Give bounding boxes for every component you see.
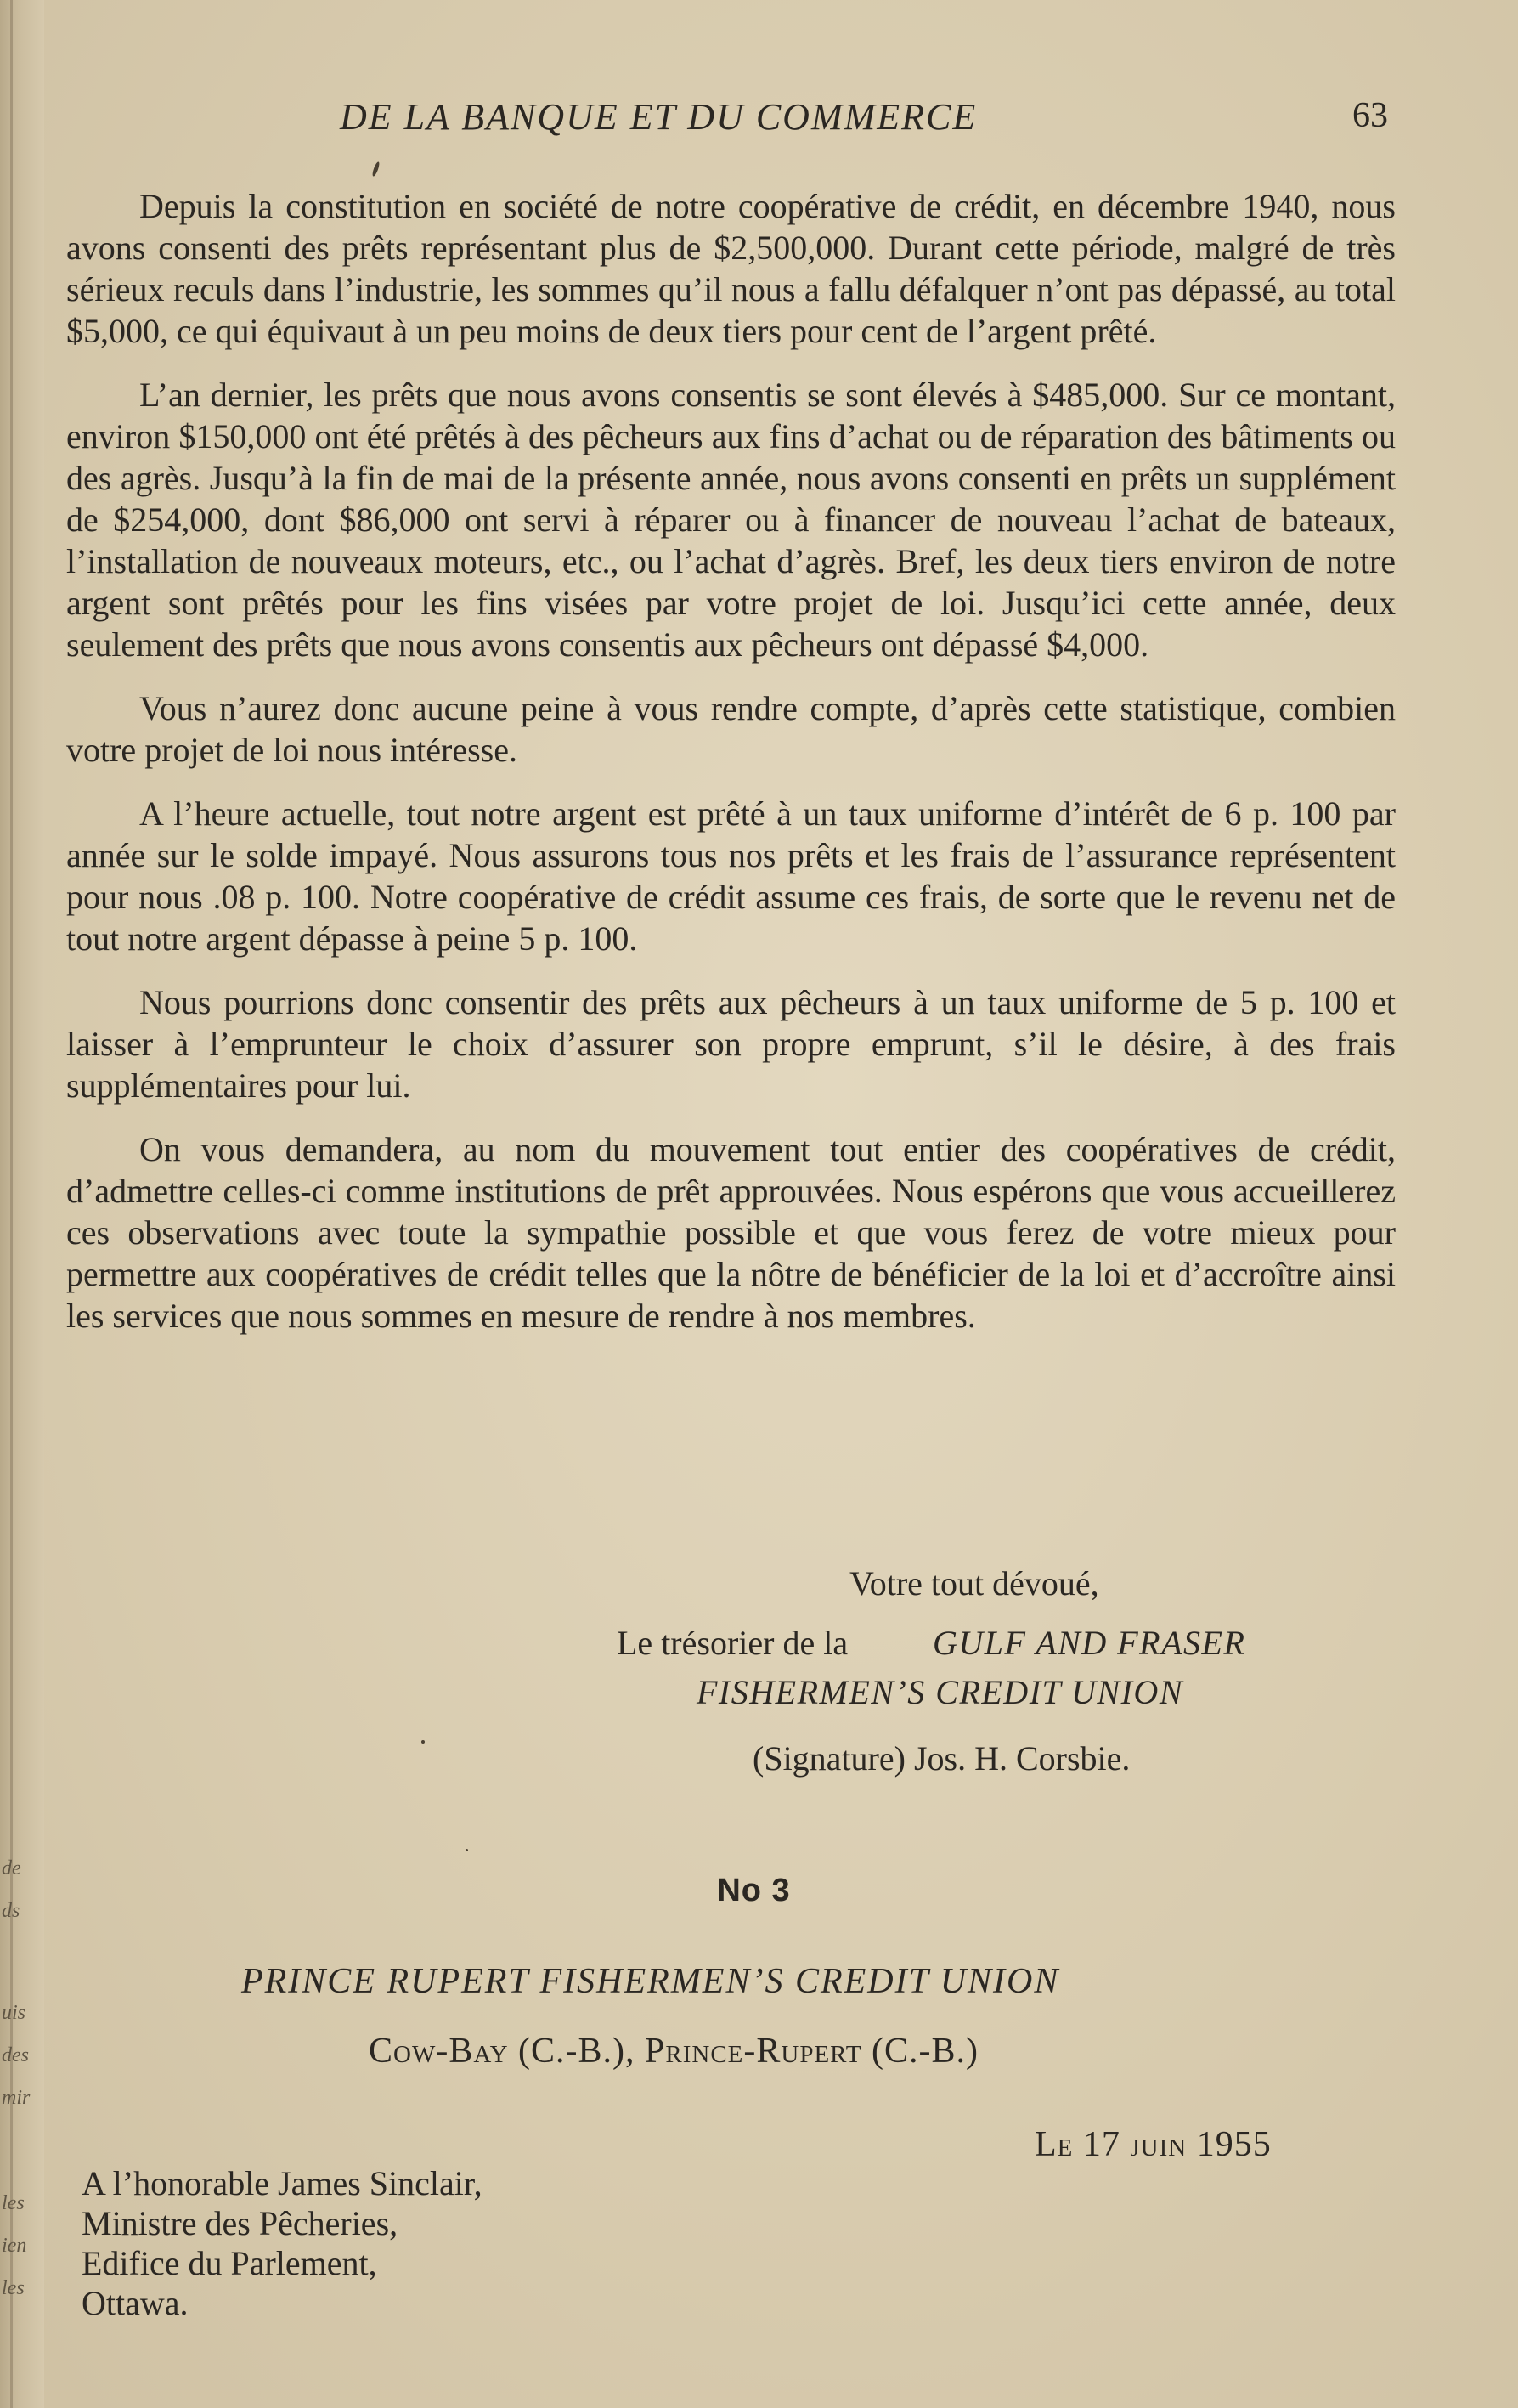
signatory-org-line2: FISHERMEN’S CREDIT UNION bbox=[697, 1673, 1183, 1711]
letter-date: Le 17 juin 1955 bbox=[1035, 2125, 1272, 2164]
body-paragraph: Nous pourrions donc consentir des prêts aux pêcheurs à un taux uniforme de 5 p. 100 et laisser à l’emprunteur le choix d’assurer son propre emprunt, s’il le désire, à des frais supplémentaires pour lui. bbox=[66, 983, 1396, 1105]
document-number-text: No 3 bbox=[717, 1873, 791, 1908]
document-number bbox=[0, 1873, 1518, 1909]
body-paragraph: Vous n’aurez donc aucune peine à vous rendre compte, d’après cette statistique, combien votre projet de loi nous intéresse. bbox=[66, 689, 1396, 769]
addressee-block bbox=[82, 2163, 482, 2323]
body-paragraph: Depuis la constitution en société de notre coopérative de crédit, en décembre 1940, nous avons consenti des prêts représentant plus de $2,500,000. Durant cette période, malgré de très sérieux reculs dans l’industrie, les sommes qu’il nous a fallu défalquer n’ont pas dépassé, au total $5,000, ce qui équivaut à un peu moins de deux tiers pour cent de l’argent prêté. bbox=[66, 187, 1396, 350]
addressee-line: Ottawa. bbox=[82, 2284, 189, 2322]
body-paragraph: A l’heure actuelle, tout notre argent est prêté à un taux uniforme d’intérêt de 6 p. 100 par année sur le solde impayé. Nous assurons tous nos prêts et les frais de l’assurance représentent pour nous .08 p. 100. Notre coopérative de crédit assume ces frais, de sorte que le revenu net de tout notre argent dépasse à peine 5 p. 100. bbox=[66, 794, 1396, 958]
margin-fragment: ds bbox=[2, 1900, 20, 1922]
organization-title: PRINCE RUPERT FISHERMEN’S CREDIT UNION bbox=[241, 1962, 1060, 2001]
margin-fragment: les bbox=[2, 2277, 25, 2299]
addressee-line: Edifice du Parlement, bbox=[82, 2244, 377, 2282]
running-header: DE LA BANQUE ET DU COMMERCE bbox=[340, 96, 978, 138]
letter-body bbox=[66, 185, 1396, 1359]
margin-fragment: mir bbox=[2, 2087, 31, 2109]
page-number: 63 bbox=[1352, 96, 1388, 135]
closing-salutation: Votre tout dévoué, bbox=[849, 1564, 1099, 1603]
ink-speck bbox=[421, 1740, 425, 1744]
ink-speck bbox=[466, 1849, 468, 1851]
margin-fragment: de bbox=[2, 1857, 21, 1879]
organization-address: Cow-Bay (C.-B.), Prince-Rupert (C.-B.) bbox=[369, 2032, 979, 2071]
body-paragraph: L’an dernier, les prêts que nous avons consentis se sont élevés à $485,000. Sur ce montant, environ $150,000 ont été prêtés à des pêcheurs aux fins d’achat ou de réparation des bâtiments ou des agrès. Jusqu’à la fin de mai de la présente année, nous avons consenti en prêts un supplément de $254,000, dont $86,000 ont servi à réparer ou à financer de nouveau l’achat de bateaux, l’installation de nouveaux moteurs, etc., ou l’achat d’agrès. Bref, les deux tiers environ de notre argent sont prêtés pour les fins visées par votre projet de loi. Jusqu’ici cette année, deux seulement des prêts que nous avons consentis aux pêcheurs ont dépassé $4,000. bbox=[66, 376, 1396, 664]
margin-fragment: uis bbox=[2, 2002, 26, 2024]
signatory-org-line1: GULF AND FRASER bbox=[933, 1624, 1246, 1662]
ink-speck bbox=[371, 161, 381, 178]
addressee-line: A l’honorable James Sinclair, bbox=[82, 2164, 482, 2202]
margin-fragment: les bbox=[2, 2192, 25, 2214]
margin-fragment: des bbox=[2, 2044, 29, 2066]
addressee-line: Ministre des Pêcheries, bbox=[82, 2204, 398, 2242]
margin-fragment: ien bbox=[2, 2235, 27, 2257]
signatory-title: Le trésorier de la bbox=[617, 1624, 849, 1662]
signature: (Signature) Jos. H. Corsbie. bbox=[753, 1739, 1131, 1778]
body-paragraph: On vous demandera, au nom du mouvement tout entier des coopératives de crédit, d’admettre celles-ci comme institutions de prêt approuvées. Nous espérons que vous accueillerez ces observations avec toute la sympathie possible et que vous ferez de votre mieux pour permettre aux coopératives de crédit telles que la nôtre de bénéficier de la loi et d’accroître ainsi les services que nous sommes en mesure de rendre à nos membres. bbox=[66, 1130, 1396, 1335]
